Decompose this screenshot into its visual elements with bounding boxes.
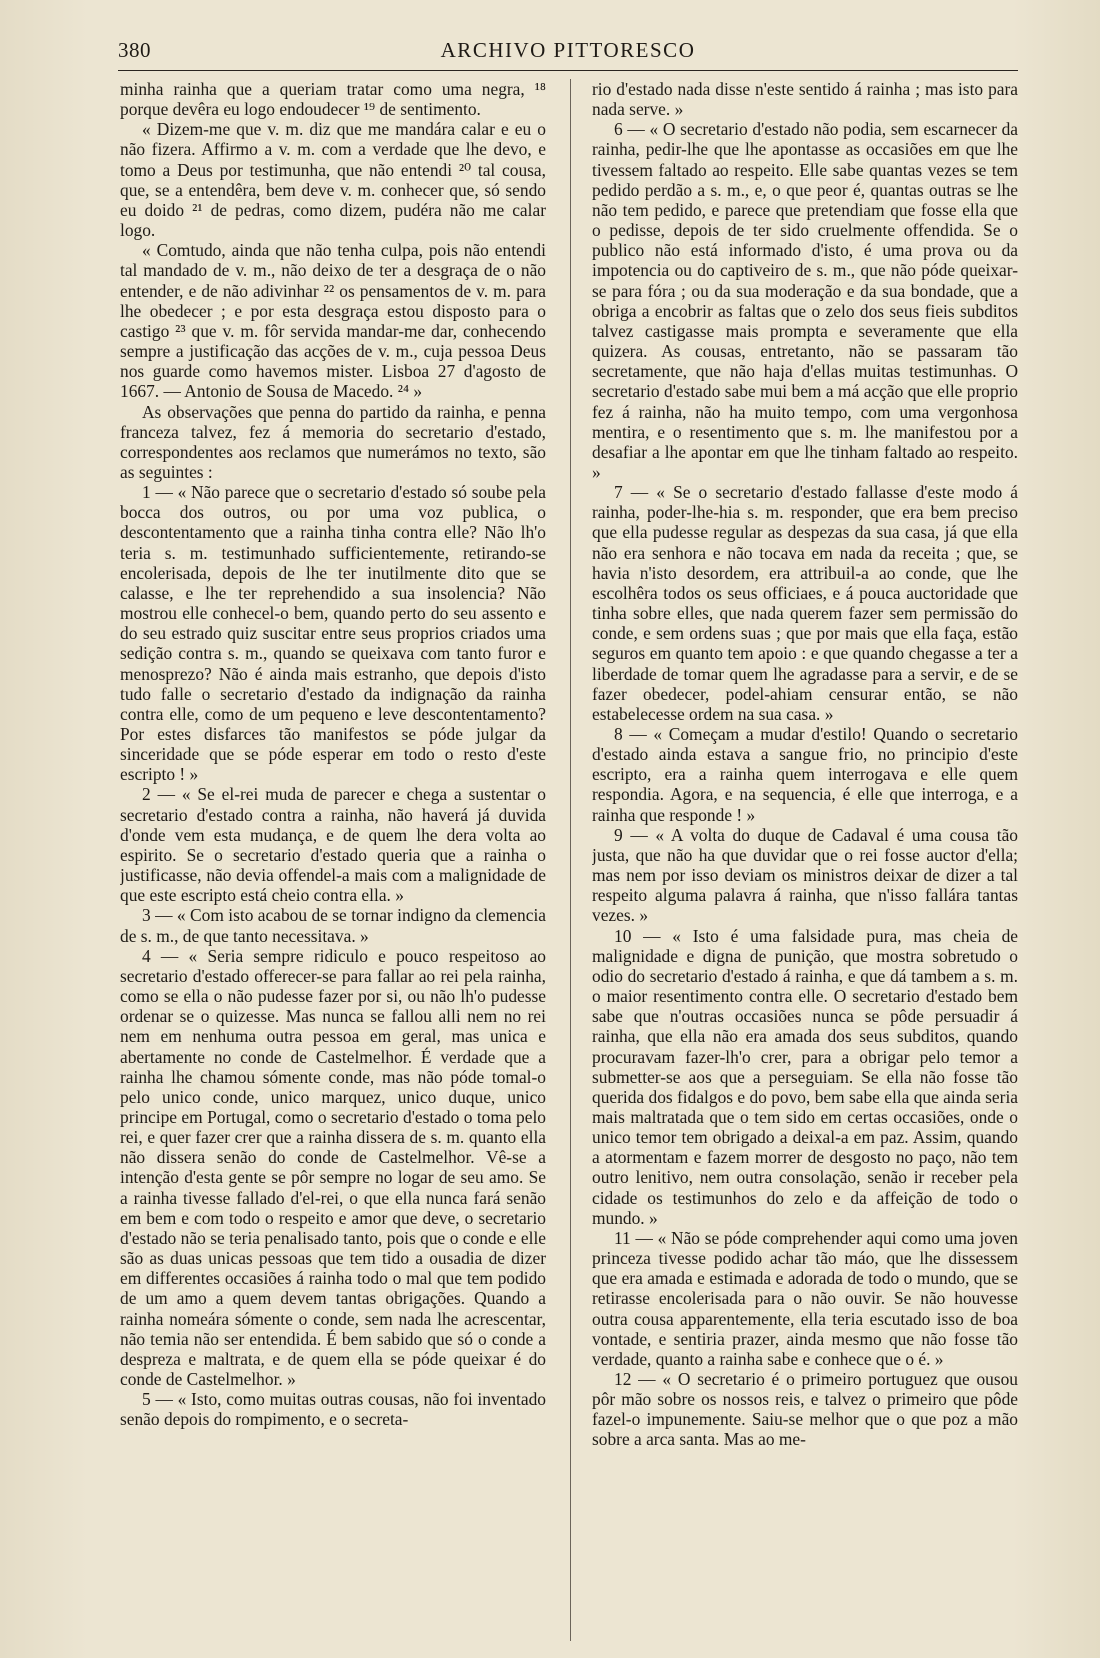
running-title: ARCHIVO PITTORESCO	[440, 38, 696, 62]
right-column	[592, 79, 1018, 1639]
paragraph: 9 — « A volta do duque de Cadaval é uma cousa tão justa, que não ha que duvidar que o rei fosse auctor d'ella; mas nem por isso deviam os ministros deixar de dizer a tal respeito alguma palavra á rainha, que n'isso fallára tantas vezes. »	[592, 824, 1018, 926]
paragraph: « Dizem-me que v. m. diz que me mandára calar e eu o não fizera. Affirmo a v. m. com a verdade que lhe devo, e tomo a Deus por testimunha, que não entendi ²⁰ tal cousa, que, se a entendêra, bem deve v. m. conhecer que, só sendo eu doido ²¹ de pedras, como dizem, pudéra não me calar logo.	[120, 119, 546, 241]
paragraph: 2 — « Se el-rei muda de parecer e chega a sustentar o secretario d'estado contra a rainha, não haverá já duvida d'onde vem esta mudança, e de quem lhe dera volta ao espirito. Se o secretario d'estado queria que a rainha o justificasse, não devia offendel-a mais com a malignidade de que este escripto está cheio contra ella. »	[120, 784, 546, 906]
paragraph: « Comtudo, ainda que não tenha culpa, pois não entendi tal mandado de v. m., não deixo de ter a desgraça de o não entender, e de não adivinhar ²² os pensamentos de v. m. para lhe obedecer ; e por esta desgraça estou disposto para o castigo ²³ que v. m. fôr servida mandar-me dar, conhecendo sempre a justificação das acções de v. m., cuja pessoa Deus nos guarde como havemos mister. Lisboa 27 d'agosto de 1667. — Antonio de Sousa de Macedo. ²⁴ »	[120, 240, 546, 402]
page-header	[118, 38, 1018, 66]
paragraph: 5 — « Isto, como muitas outras cousas, não foi inventado senão depois do rompimento, e o secreta-	[120, 1389, 546, 1430]
column-divider	[570, 79, 571, 1641]
paragraph: 11 — « Não se póde comprehender aqui como uma joven princeza tivesse podido achar tão máo, que lhe dissessem que era amada e estimada e adorada de todo o mundo, que se retirasse encolerisada para o não ouvir. Se não houvesse outra cousa apparentemente, ella teria escutado isso de boa vontade, e sentiria prazer, ainda mesmo que não fosse tão verdade, quanto a rainha sabe e conhece que o é. »	[592, 1227, 1018, 1369]
paragraph: 12 — « O secretario é o primeiro portuguez que ousou pôr mão sobre os nossos reis, e talvez o primeiro que pôde fazel-o impunemente. Saiu-se melhor que o que poz a mão sobre a arca santa. Mas ao me-	[592, 1369, 1018, 1450]
paragraph: As observações que penna do partido da rainha, e penna franceza talvez, fez á memoria do secretario d'estado, correspondentes aos reclamos que numerámos no texto, são as seguintes :	[120, 401, 546, 482]
paragraph: 1 — « Não parece que o secretario d'estado só soube pela bocca dos outros, ou por uma voz publica, o descontentamento que a rainha tinha contra elle? Não lh'o teria s. m. testimunhado sufficientemente, retirando-se encolerisada, depois de lhe ter inutilmente dito que se calasse, e lhe ter reprehendido a sua insolencia? Não mostrou elle conhecel-o bem, quando perto do seu assento e do seu estrado quiz suscitar entre seus proprios criados uma sedição contra s. m., quando se queixava com tanto furor e menosprezo? Não é ainda mais estranho, que depois d'isto tudo falle o secretario d'estado da indignação da rainha contra elle, como de um pequeno e leve descontentamento? Por estes disfarces tão manifestos se póde julgar da sinceridade que se póde esperar em todo o resto d'este escripto ! »	[120, 482, 546, 785]
left-column	[120, 79, 546, 1639]
paragraph: rio d'estado nada disse n'este sentido á rainha ; mas isto para nada serve. »	[592, 79, 1018, 120]
paragraph: 4 — « Seria sempre ridiculo e pouco respeitoso ao secretario d'estado offerecer-se para fallar ao rei pela rainha, como se ella o não pudesse fazer por si, ou não lh'o pudesse ordenar se o quizesse. Mas nunca se fallou alli nem no rei nem em nenhuma outra pessoa em geral, mas unica e abertamente no conde de Castelmelhor. É verdade que a rainha lhe chamou sómente conde, mas não póde tomal-o pelo unico conde, unico marquez, unico duque, unico principe em Portugal, como o secretario d'estado o toma pelo rei, e quer fazer crer que a rainha dissera de s. m. quanto ella não dissera senão do conde de Castelmelhor. Vê-se a intenção d'esta gente se pôr sempre no logar de seu amo. Se a rainha tivesse fallado d'el-rei, o que ella nunca fará senão em bem e com todo o respeito e amor que deve, o secretario d'estado não se teria penalisado tanto, pois que o conde e elle são as duas unicas pessoas que tem tido a ousadia de dizer em differentes occasiões á rainha todo o mal que tem podido de um amo a quem devem tantas obrigações. Quando a rainha nomeára sómente o conde, sem nada lhe acrescentar, não temia não ser entendida. É bem sabido que só o conde a despreza e maltrata, e de quem ella se póde queixar é do conde de Castelmelhor. »	[120, 945, 546, 1389]
paragraph: 7 — « Se o secretario d'estado fallasse d'este modo á rainha, poder-lhe-hia s. m. responder, que era bem preciso que ella pudesse regular as despezas da sua casa, já que ella não era senhora e não tocava em nada da receita ; que, se havia n'isto desordem, era attribuil-a ao conde, que lhe escolhêra todos os seus officiaes, e á pouca auctoridade que tinha sobre elles, que nada querem fazer sem permissão do conde, e sem ordens suas ; que por mais que ella faça, estão seguros em quanto tem apoio : e que quando chegasse a ter a liberdade de tomar quem lhe agradasse para a servir, e de se fazer obedecer, podel-ahiam censurar então, se não estabelecesse ordem na sua casa. »	[592, 482, 1018, 724]
paragraph: 8 — « Começam a mudar d'estilo! Quando o secretario d'estado ainda estava a sangue frio, no principio d'este escripto, era a rainha quem interrogava e elle quem respondia. Agora, e na sequencia, é elle que interroga, e a rainha que responde ! »	[592, 724, 1018, 825]
header-rule	[118, 70, 1018, 71]
paragraph: 10 — « Isto é uma falsidade pura, mas cheia de malignidade e digna de punição, que mostra sobretudo o odio do secretario d'estado á rainha, e que dá tambem a s. m. o maior resentimento contra elle. O secretario d'estado bem sabe que n'outras occasiões nunca se pôde persuadir á rainha, que ella não era amada dos seus subditos, quando procuravam fazer-lh'o crer, para a obrigar pelo temor a submetter-se aos que a perseguiam. Se ella não fosse tão querida dos fidalgos e do povo, bem sabe ella que ainda seria mais maltratada que o tem sido em certas occasiões, onde o unico temor tem obrigado a deixal-a em paz. Assim, quando a atormentam e fazem morrer de desgosto no paço, não tem outro lenitivo, nem outra consolação, senão ir receber pela cidade os testimunhos do zelo e da affeição de todo o mundo. »	[592, 925, 1018, 1228]
paragraph: 6 — « O secretario d'estado não podia, sem escarnecer da rainha, pedir-lhe que lhe apontasse as occasiões em que lhe tivessem faltado ao respeito. Elle sabe quantas vezes se tem pedido perdão a s. m., e, o que peor é, quantas outras se lhe não tem pedido, e parece que pretendiam que fosse ella que o pedisse, depois de ter sido cruelmente offendida. Se o publico não está informado d'isto, é uma prova ou da impotencia ou do captiveiro de s. m., que não póde queixar-se para fóra ; ou da sua moderação e da sua bondade, que a obriga a encobrir as faltas que o zelo dos seus fieis subditos talvez castigasse mais prompta e severamente que ella quizera. As cousas, entretanto, não se passaram tão secretamente, que não haja d'ellas muitas testimunhas. O secretario d'estado sabe mui bem a má acção que elle proprio fez á rainha, não ha muito tempo, com uma vergonhosa mentira, e o resentimento que s. m. lhe manifestou por a desafiar a lhe apontar em que lhe tinham faltado ao respeito. »	[592, 119, 1018, 482]
paragraph: minha rainha que a queriam tratar como uma negra, ¹⁸ porque devêra eu logo endoudecer ¹⁹ de sentimento.	[120, 79, 546, 120]
page-number: 380	[118, 38, 151, 62]
paragraph: 3 — « Com isto acabou de se tornar indigno da clemencia de s. m., de que tanto necessitava. »	[120, 905, 546, 946]
